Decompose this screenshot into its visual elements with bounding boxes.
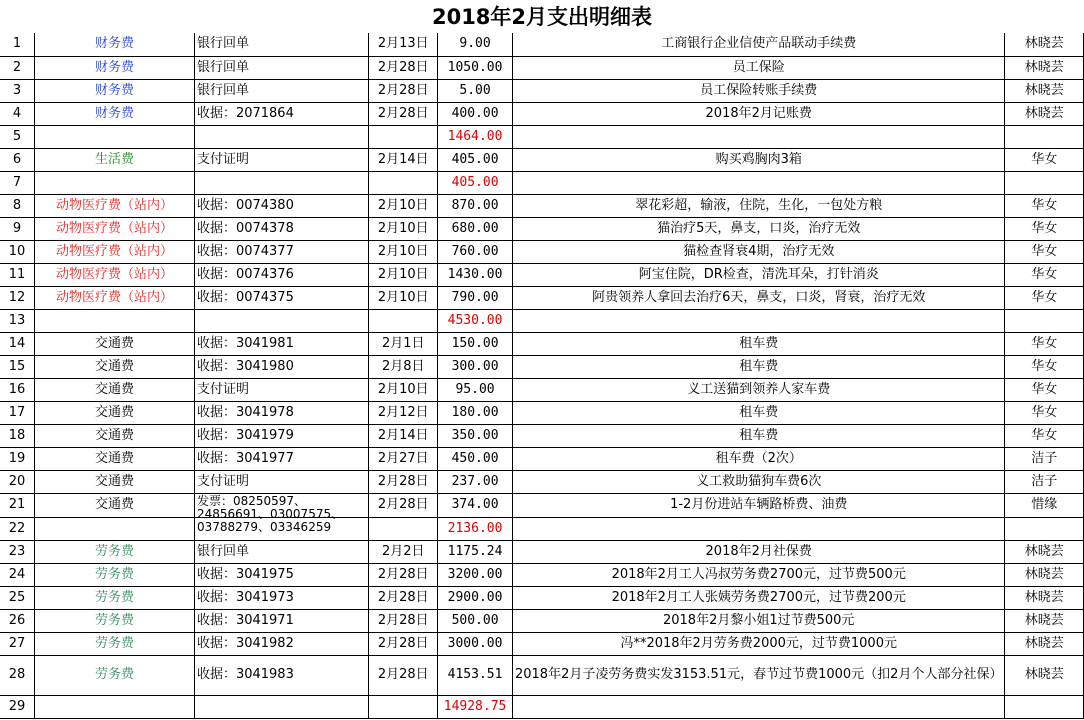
description-cell[interactable]: 义工救助猫狗车费6次 [512, 470, 1004, 493]
description-cell[interactable]: 员工保险 [512, 56, 1004, 79]
row-number[interactable]: 1 [0, 33, 34, 56]
description-cell[interactable] [512, 695, 1004, 718]
description-cell[interactable]: 工商银行企业信使产品联动手续费 [512, 33, 1004, 56]
subtotal-row [0, 695, 1084, 718]
person-cell[interactable]: 林晓芸 [1005, 632, 1084, 655]
description-cell[interactable]: 2018年2月工人冯叔劳务费2700元，过节费500元 [512, 563, 1004, 586]
table-row [0, 447, 1084, 470]
date-cell[interactable]: 2月10日 [369, 240, 438, 263]
date-cell[interactable]: 2月14日 [369, 148, 438, 171]
row-number[interactable]: 12 [0, 286, 34, 309]
row-number[interactable]: 16 [0, 378, 34, 401]
table-row [0, 586, 1084, 609]
document-cell[interactable]: 收据：3041979 [194, 424, 368, 447]
document-cell[interactable] [194, 309, 368, 332]
amount-cell[interactable]: 5.00 [438, 79, 513, 102]
row-number[interactable]: 25 [0, 586, 34, 609]
amount-cell[interactable]: 237.00 [438, 470, 513, 493]
table-row [0, 194, 1084, 217]
sheet-title: 2018年2月支出明细表 [431, 5, 653, 29]
description-cell[interactable]: 2018年2月社保费 [512, 540, 1004, 563]
category-cell[interactable]: 劳务费 [34, 586, 194, 609]
description-cell[interactable]: 2018年2月子凌劳务费实发3153.51元，春节过节费1000元（扣2月个人部分社保） [512, 655, 1004, 695]
amount-cell[interactable]: 450.00 [438, 447, 513, 470]
document-cell[interactable]: 银行回单 [194, 540, 368, 563]
document-cell[interactable]: 收据：0074376 [194, 263, 368, 286]
person-cell[interactable]: 惜缘 [1005, 493, 1084, 517]
description-cell[interactable]: 租车费 [512, 401, 1004, 424]
document-cell[interactable]: 收据：3041980 [194, 355, 368, 378]
category-cell[interactable] [34, 171, 194, 194]
amount-cell[interactable]: 400.00 [438, 102, 513, 125]
table-row [0, 240, 1084, 263]
row-number[interactable]: 9 [0, 217, 34, 240]
description-cell[interactable]: 租车费 [512, 424, 1004, 447]
document-cell[interactable] [194, 125, 368, 148]
date-cell[interactable] [369, 695, 438, 718]
document-cell[interactable]: 收据：3041971 [194, 609, 368, 632]
person-cell[interactable] [1005, 517, 1084, 540]
row-number[interactable]: 18 [0, 424, 34, 447]
person-cell[interactable]: 华女 [1005, 194, 1084, 217]
category-cell[interactable]: 劳务费 [34, 632, 194, 655]
document-cell[interactable]: 收据：3041982 [194, 632, 368, 655]
date-cell[interactable]: 2月28日 [369, 563, 438, 586]
row-number[interactable]: 27 [0, 632, 34, 655]
description-cell[interactable]: 员工保险转账手续费 [512, 79, 1004, 102]
subtotal-amount-cell[interactable]: 2136.00 [438, 517, 513, 540]
category-cell[interactable]: 劳务费 [34, 655, 194, 695]
row-number[interactable]: 24 [0, 563, 34, 586]
amount-cell[interactable]: 870.00 [438, 194, 513, 217]
person-cell[interactable]: 林晓芸 [1005, 655, 1084, 695]
date-cell[interactable]: 2月28日 [369, 493, 438, 517]
category-cell[interactable]: 交通费 [34, 378, 194, 401]
document-cell[interactable]: 银行回单 [194, 56, 368, 79]
category-cell[interactable]: 劳务费 [34, 540, 194, 563]
amount-cell[interactable]: 760.00 [438, 240, 513, 263]
date-cell[interactable]: 2月8日 [369, 355, 438, 378]
description-cell[interactable]: 猫治疗5天，鼻支，口炎，治疗无效 [512, 217, 1004, 240]
date-cell[interactable] [369, 517, 438, 540]
row-number[interactable]: 8 [0, 194, 34, 217]
description-cell[interactable]: 翠花彩超，输液，住院，生化，一包处方粮 [512, 194, 1004, 217]
table-row [0, 424, 1084, 447]
subtotal-row [0, 309, 1084, 332]
category-cell[interactable]: 交通费 [34, 424, 194, 447]
description-cell[interactable]: 1-2月份进站车辆路桥费、油费 [512, 493, 1004, 517]
person-cell[interactable]: 华女 [1005, 332, 1084, 355]
subtotal-amount-cell[interactable]: 405.00 [438, 171, 513, 194]
category-cell[interactable]: 交通费 [34, 332, 194, 355]
person-cell[interactable]: 华女 [1005, 263, 1084, 286]
table-row [0, 632, 1084, 655]
amount-cell[interactable]: 9.00 [438, 33, 513, 56]
person-cell[interactable] [1005, 309, 1084, 332]
row-number[interactable]: 3 [0, 79, 34, 102]
date-cell[interactable]: 2月2日 [369, 540, 438, 563]
person-cell[interactable]: 林晓芸 [1005, 79, 1084, 102]
amount-cell[interactable]: 680.00 [438, 217, 513, 240]
description-cell[interactable]: 购买鸡胸肉3箱 [512, 148, 1004, 171]
amount-cell[interactable]: 1050.00 [438, 56, 513, 79]
row-number[interactable]: 13 [0, 309, 34, 332]
row-number[interactable]: 4 [0, 102, 34, 125]
date-cell[interactable]: 2月10日 [369, 217, 438, 240]
table-row [0, 332, 1084, 355]
date-cell[interactable]: 2月27日 [369, 447, 438, 470]
row-number[interactable]: 10 [0, 240, 34, 263]
category-cell[interactable]: 动物医疗费（站内） [34, 286, 194, 309]
table-row [0, 540, 1084, 563]
document-cell[interactable]: 银行回单 [194, 33, 368, 56]
amount-cell[interactable]: 1430.00 [438, 263, 513, 286]
table-row [0, 217, 1084, 240]
date-cell[interactable]: 2月28日 [369, 79, 438, 102]
person-cell[interactable]: 华女 [1005, 286, 1084, 309]
date-cell[interactable]: 2月13日 [369, 33, 438, 56]
person-cell[interactable] [1005, 695, 1084, 718]
row-number[interactable]: 14 [0, 332, 34, 355]
date-cell[interactable]: 2月12日 [369, 401, 438, 424]
expense-table [0, 33, 1084, 719]
table-row [0, 79, 1084, 102]
document-cell[interactable]: 收据：3041983 [194, 655, 368, 695]
person-cell[interactable]: 华女 [1005, 424, 1084, 447]
person-cell[interactable]: 华女 [1005, 401, 1084, 424]
amount-cell[interactable]: 350.00 [438, 424, 513, 447]
document-cell[interactable] [194, 171, 368, 194]
subtotal-amount-cell[interactable]: 1464.00 [438, 125, 513, 148]
amount-cell[interactable]: 300.00 [438, 355, 513, 378]
document-cell[interactable]: 收据：3041978 [194, 401, 368, 424]
date-cell[interactable]: 2月28日 [369, 102, 438, 125]
row-number[interactable]: 6 [0, 148, 34, 171]
amount-cell[interactable]: 4153.51 [438, 655, 513, 695]
category-cell[interactable]: 动物医疗费（站内） [34, 217, 194, 240]
description-cell[interactable]: 2018年2月记账费 [512, 102, 1004, 125]
table-row [0, 401, 1084, 424]
row-number[interactable]: 20 [0, 470, 34, 493]
person-cell[interactable]: 林晓芸 [1005, 540, 1084, 563]
table-row [0, 378, 1084, 401]
row-number[interactable]: 29 [0, 695, 34, 718]
category-cell[interactable] [34, 309, 194, 332]
row-number[interactable]: 23 [0, 540, 34, 563]
description-cell[interactable]: 2018年2月工人张姨劳务费2700元，过节费200元 [512, 586, 1004, 609]
subtotal-row [0, 171, 1084, 194]
person-cell[interactable] [1005, 125, 1084, 148]
row-number[interactable]: 19 [0, 447, 34, 470]
table-row [0, 263, 1084, 286]
amount-cell[interactable]: 3200.00 [438, 563, 513, 586]
document-cell[interactable] [194, 493, 368, 534]
description-cell[interactable] [512, 125, 1004, 148]
row-number[interactable]: 15 [0, 355, 34, 378]
table-row [0, 148, 1084, 171]
amount-cell[interactable]: 790.00 [438, 286, 513, 309]
subtotal-row [0, 517, 1084, 540]
description-cell[interactable]: 阿宝住院，DR检查，清洗耳朵，打针消炎 [512, 263, 1004, 286]
person-cell[interactable]: 林晓芸 [1005, 102, 1084, 125]
category-cell[interactable]: 动物医疗费（站内） [34, 194, 194, 217]
document-cell[interactable]: 收据：0074380 [194, 194, 368, 217]
person-cell[interactable]: 华女 [1005, 240, 1084, 263]
row-number[interactable]: 22 [0, 517, 34, 540]
date-cell[interactable] [369, 171, 438, 194]
date-cell[interactable]: 2月28日 [369, 586, 438, 609]
document-cell[interactable]: 收据：0074375 [194, 286, 368, 309]
document-cell[interactable] [194, 695, 368, 718]
date-cell[interactable]: 2月28日 [369, 632, 438, 655]
document-cell[interactable]: 收据：3041981 [194, 332, 368, 355]
description-cell[interactable]: 租车费（2次） [512, 447, 1004, 470]
description-cell[interactable]: 租车费 [512, 332, 1004, 355]
document-cell[interactable]: 收据：3041975 [194, 563, 368, 586]
table-row [0, 563, 1084, 586]
amount-cell[interactable]: 500.00 [438, 609, 513, 632]
person-cell[interactable]: 林晓芸 [1005, 563, 1084, 586]
table-row [0, 102, 1084, 125]
person-cell[interactable]: 华女 [1005, 217, 1084, 240]
category-cell[interactable] [34, 517, 194, 540]
date-cell[interactable] [369, 309, 438, 332]
description-cell[interactable]: 租车费 [512, 355, 1004, 378]
date-cell[interactable]: 2月10日 [369, 378, 438, 401]
description-cell[interactable] [512, 171, 1004, 194]
category-cell[interactable]: 交通费 [34, 401, 194, 424]
amount-cell[interactable]: 2900.00 [438, 586, 513, 609]
date-cell[interactable]: 2月28日 [369, 609, 438, 632]
table-row [0, 470, 1084, 493]
description-cell[interactable] [512, 517, 1004, 540]
description-cell[interactable]: 义工送猫到领养人家车费 [512, 378, 1004, 401]
amount-cell[interactable]: 1175.24 [438, 540, 513, 563]
document-cell[interactable]: 支付证明 [194, 470, 368, 493]
document-cell[interactable]: 收据：2071864 [194, 102, 368, 125]
document-text: 发票：08250597、24856691、03007575、03788279、03346259 [196, 493, 344, 534]
person-cell[interactable]: 林晓芸 [1005, 33, 1084, 56]
amount-cell[interactable]: 150.00 [438, 332, 513, 355]
category-cell[interactable]: 动物医疗费（站内） [34, 240, 194, 263]
person-cell[interactable]: 华女 [1005, 148, 1084, 171]
person-cell[interactable]: 洁子 [1005, 447, 1084, 470]
table-row [0, 33, 1084, 56]
category-cell[interactable]: 交通费 [34, 470, 194, 493]
row-number[interactable]: 28 [0, 655, 34, 695]
row-number[interactable]: 21 [0, 493, 34, 517]
category-cell[interactable]: 劳务费 [34, 563, 194, 586]
person-cell[interactable]: 洁子 [1005, 470, 1084, 493]
row-number[interactable]: 5 [0, 125, 34, 148]
row-number[interactable]: 26 [0, 609, 34, 632]
amount-cell[interactable]: 3000.00 [438, 632, 513, 655]
document-cell[interactable]: 支付证明 [194, 378, 368, 401]
table-row [0, 355, 1084, 378]
document-cell[interactable]: 支付证明 [194, 148, 368, 171]
date-cell[interactable] [369, 125, 438, 148]
date-cell[interactable]: 2月1日 [369, 332, 438, 355]
document-cell[interactable]: 收据：3041977 [194, 447, 368, 470]
person-cell[interactable]: 华女 [1005, 378, 1084, 401]
description-cell[interactable]: 阿贵领养人拿回去治疗6天，鼻支，口炎，肾衰，治疗无效 [512, 286, 1004, 309]
table-row [0, 56, 1084, 79]
person-cell[interactable]: 华女 [1005, 355, 1084, 378]
row-number[interactable]: 7 [0, 171, 34, 194]
subtotal-amount-cell[interactable]: 4530.00 [438, 309, 513, 332]
category-cell[interactable]: 交通费 [34, 493, 194, 517]
category-cell[interactable]: 财务费 [34, 33, 194, 56]
table-row [0, 609, 1084, 632]
category-cell[interactable]: 交通费 [34, 447, 194, 470]
description-cell[interactable]: 2018年2月黎小姐1过节费500元 [512, 609, 1004, 632]
category-cell[interactable]: 财务费 [34, 79, 194, 102]
date-cell[interactable]: 2月28日 [369, 56, 438, 79]
subtotal-row [0, 125, 1084, 148]
document-cell[interactable]: 收据：0074377 [194, 240, 368, 263]
date-cell[interactable]: 2月14日 [369, 424, 438, 447]
date-cell[interactable]: 2月10日 [369, 286, 438, 309]
date-cell[interactable]: 2月28日 [369, 470, 438, 493]
category-cell[interactable]: 财务费 [34, 56, 194, 79]
amount-cell[interactable]: 180.00 [438, 401, 513, 424]
description-cell[interactable]: 猫检查肾衰4期，治疗无效 [512, 240, 1004, 263]
amount-cell[interactable]: 95.00 [438, 378, 513, 401]
category-cell[interactable] [34, 695, 194, 718]
person-cell[interactable]: 林晓芸 [1005, 56, 1084, 79]
amount-cell[interactable]: 374.00 [438, 493, 513, 517]
person-cell[interactable] [1005, 171, 1084, 194]
person-cell[interactable]: 林晓芸 [1005, 586, 1084, 609]
category-cell[interactable]: 生活费 [34, 148, 194, 171]
description-cell[interactable] [512, 309, 1004, 332]
amount-cell[interactable]: 405.00 [438, 148, 513, 171]
category-cell[interactable]: 动物医疗费（站内） [34, 263, 194, 286]
category-cell[interactable] [34, 125, 194, 148]
subtotal-amount-cell[interactable]: 14928.75 [438, 695, 513, 718]
row-number[interactable]: 17 [0, 401, 34, 424]
date-cell[interactable]: 2月10日 [369, 263, 438, 286]
document-cell[interactable]: 收据：3041973 [194, 586, 368, 609]
description-cell[interactable]: 冯**2018年2月劳务费2000元，过节费1000元 [512, 632, 1004, 655]
row-number[interactable]: 2 [0, 56, 34, 79]
category-cell[interactable]: 财务费 [34, 102, 194, 125]
document-cell[interactable]: 银行回单 [194, 79, 368, 102]
date-cell[interactable]: 2月10日 [369, 194, 438, 217]
table-row [0, 493, 1084, 517]
table-row [0, 655, 1084, 695]
person-cell[interactable]: 林晓芸 [1005, 609, 1084, 632]
category-cell[interactable]: 劳务费 [34, 609, 194, 632]
date-cell[interactable]: 2月28日 [369, 655, 438, 695]
category-cell[interactable]: 交通费 [34, 355, 194, 378]
table-row [0, 286, 1084, 309]
row-number[interactable]: 11 [0, 263, 34, 286]
document-cell[interactable]: 收据：0074378 [194, 217, 368, 240]
